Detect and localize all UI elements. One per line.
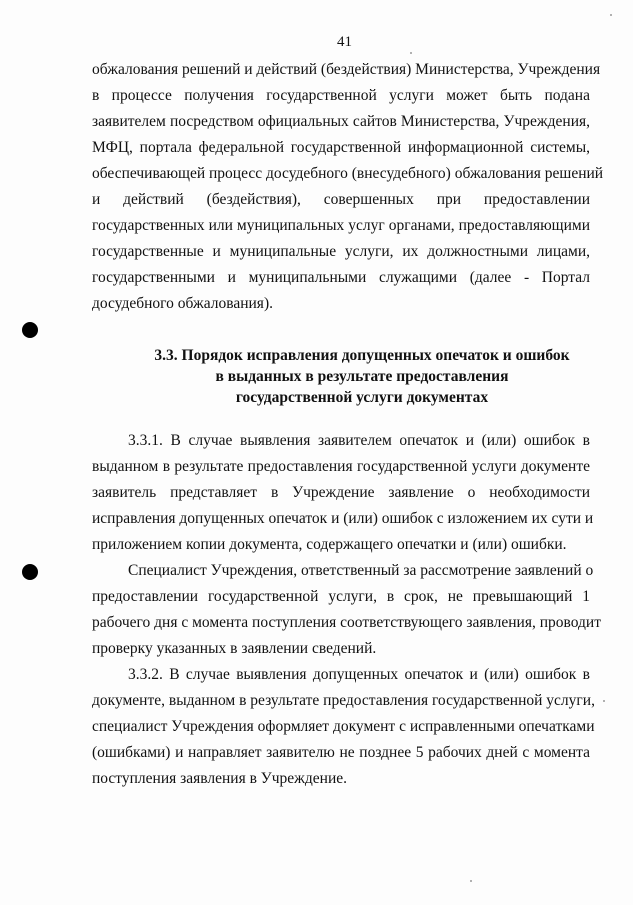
text-line: проверку указанных в заявлении сведений. xyxy=(92,640,377,657)
text-line: государственные и муниципальные услуги, их должностными лицами, xyxy=(92,243,590,260)
scan-speck xyxy=(470,880,472,882)
text-line: обеспечивающей процесс досудебного (внесудебного) обжалования решений xyxy=(92,165,604,182)
section-heading xyxy=(92,345,632,408)
text-line: Специалист Учреждения, ответственный за рассмотрение заявлений о xyxy=(128,562,594,579)
heading-line: 3.3. Порядок исправления допущенных опечаток и ошибок xyxy=(154,347,570,364)
punch-hole-lower xyxy=(22,564,38,580)
text-line: рабочего дня с момента поступления соответствующего заявления, проводит xyxy=(92,614,601,631)
text-line: и действий (бездействия), совершенных при предоставлении xyxy=(92,191,590,208)
heading-line: государственной услуги документах xyxy=(235,389,489,406)
scan-speck xyxy=(410,52,412,54)
punch-hole-upper xyxy=(22,322,38,338)
text-line: обжалования решений и действий (бездействия) Министерства, Учреждения xyxy=(92,61,601,78)
paragraph-specialist xyxy=(92,558,601,662)
text-line: МФЦ, портала федеральной государственной информационной системы, xyxy=(92,139,590,156)
scan-speck xyxy=(610,14,612,16)
text-line: 3.3.2. В случае выявления допущенных опечаток и (или) ошибок в xyxy=(128,666,590,683)
text-line: в процессе получения государственной услуги может быть подана xyxy=(92,87,590,104)
text-line: документе, выданном в результате предоставления государственной услуги, xyxy=(92,692,595,709)
page-number: 41 xyxy=(337,34,352,50)
heading-line: в выданных в результате предоставления xyxy=(215,368,509,385)
text-line: (ошибками) и направляет заявителю не позднее 5 рабочих дней с момента xyxy=(92,744,590,761)
text-line: государственными и муниципальными служащими (далее - Портал xyxy=(92,269,590,286)
text-line: исправления допущенных опечаток и (или) ошибок с изложением их сути и xyxy=(92,510,594,527)
text-line: предоставлении государственной услуги, в срок, не превышающий 1 xyxy=(92,588,590,605)
text-line: выданном в результате предоставления государственной услуги документе xyxy=(92,458,590,475)
paragraph-3-3-2 xyxy=(92,662,595,792)
scan-speck xyxy=(603,700,605,702)
paragraph-3-3-1 xyxy=(92,428,594,558)
text-line: поступления заявления в Учреждение. xyxy=(92,770,348,787)
paragraph-continuation xyxy=(92,57,604,317)
text-line: специалист Учреждения оформляет документ с исправленными опечатками xyxy=(92,718,595,735)
text-line: 3.3.1. В случае выявления заявителем опечаток и (или) ошибок в xyxy=(128,432,590,449)
text-line: приложением копии документа, содержащего опечатки и (или) ошибки. xyxy=(92,536,567,553)
text-line: государственных или муниципальных услуг органами, предоставляющими xyxy=(92,217,590,234)
text-line: досудебного обжалования). xyxy=(92,295,273,312)
text-line: заявителем посредством официальных сайтов Министерства, Учреждения, xyxy=(92,113,590,130)
text-line: заявитель представляет в Учреждение заявление о необходимости xyxy=(92,484,590,501)
